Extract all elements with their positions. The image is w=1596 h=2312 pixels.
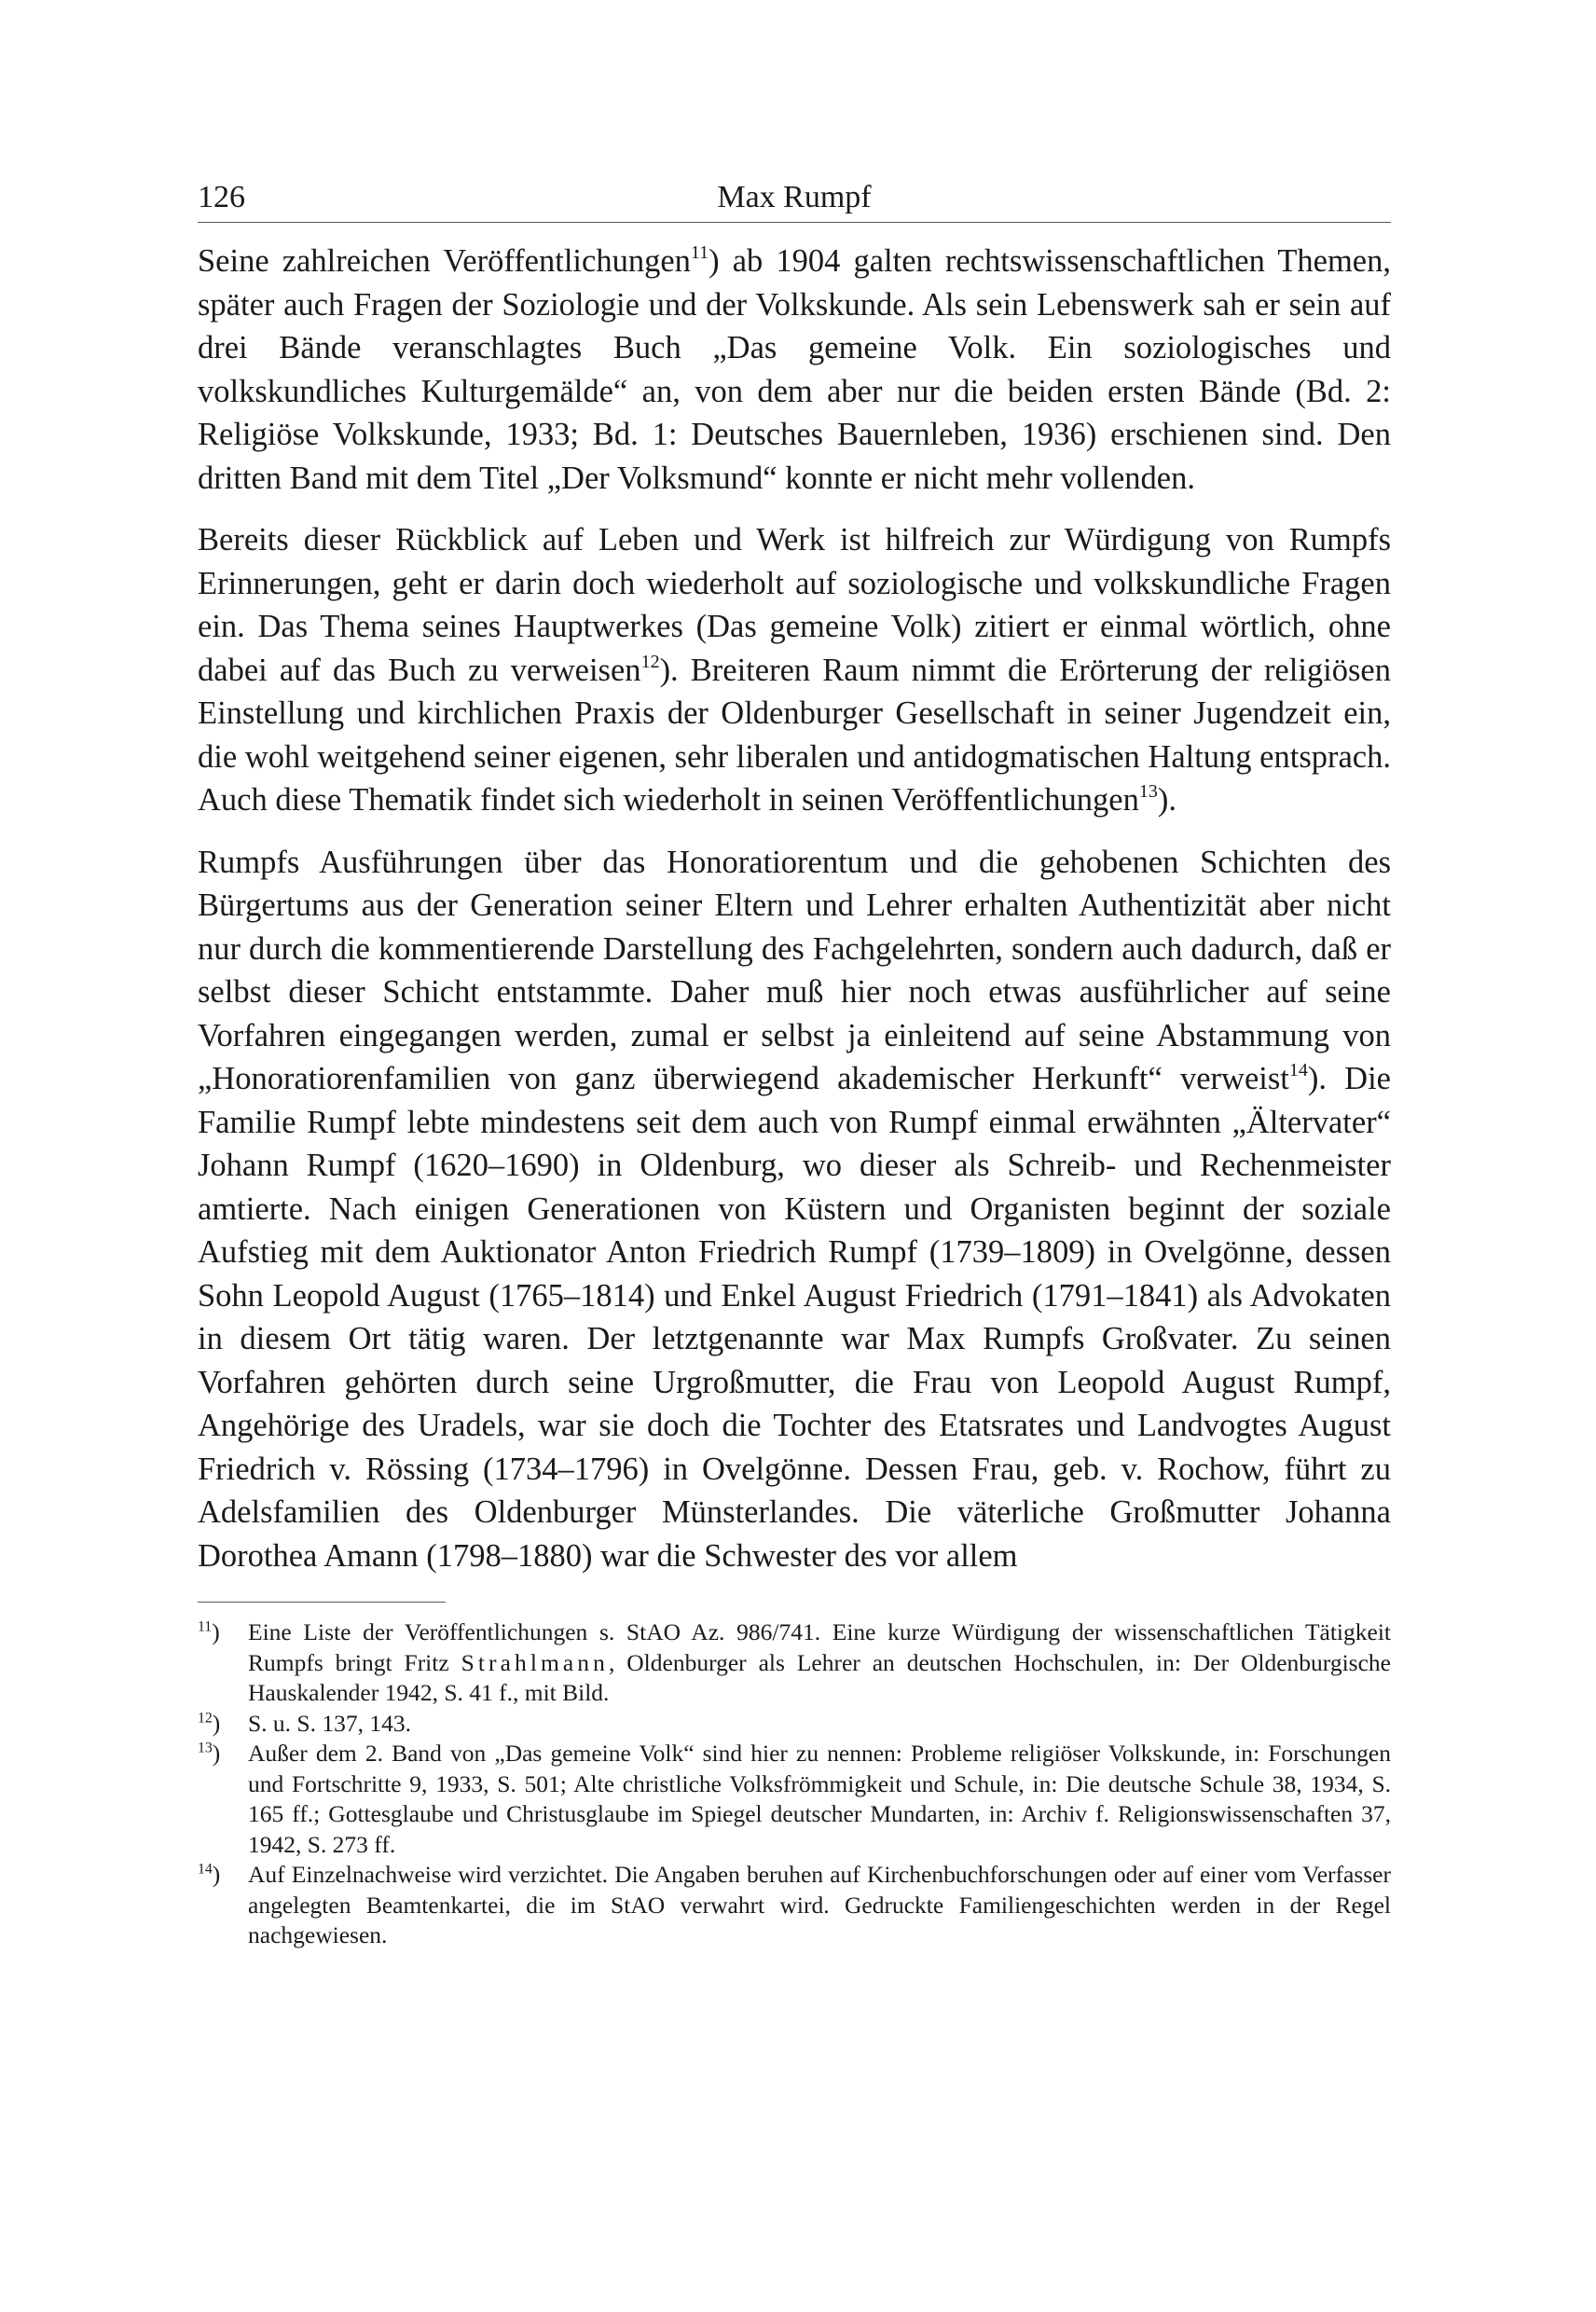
footnote-reference-14[interactable]: 14	[1288, 1060, 1308, 1080]
header-rule	[198, 222, 1391, 223]
footnote-rule	[198, 1602, 446, 1603]
body-text: Rumpfs Ausführungen über das Honoratiorentum und die gehobenen Schichten des Bürgertums aus der Generation seiner Eltern und Lehrer erhalten Authentizität aber nicht nur durch die kommentierende Darstellung des Fachgelehrten, sondern auch dadurch, daß er selbst dieser Schicht entstammte. Daher muß hier noch etwas ausführlicher auf seine Vorfahren eingegangen werden, zumal er selbst ja einleitend auf seine Abstammung von „Honoratiorenfamilien von ganz überwiegend akademischer Herkunft“ verweist	[198, 844, 1391, 1096]
body-text: Bereits dieser Rückblick auf Leben und Werk ist hilfreich zur Würdigung von Rumpfs Erinnerungen, geht er darin doch wiederholt auf soziologische und volkskundliche Fragen ein. Das Thema seines Hauptwerkes (Das gemeine Volk) zitiert er einmal wörtlich, ohne dabei auf das Buch zu verweisen	[198, 522, 1391, 688]
footnote-marker: $^{14}$)	[198, 1861, 221, 1888]
running-title: Max Rumpf	[717, 180, 872, 214]
footnote-text-part: , Oldenburger als Lehrer an deutschen Hochschulen, in: Der Oldenburgische Hauskalender 1942, S. 41 f., mit Bild.	[248, 1648, 1391, 1706]
running-head	[198, 177, 1391, 218]
footnote-marker: $^{12}$)	[198, 1709, 221, 1737]
body-text: ).	[1157, 782, 1176, 818]
body-paragraph-1	[198, 240, 1391, 500]
author-name: Strahlmann	[461, 1648, 609, 1676]
body-text: ) ab 1904 galten rechtswissenschaftlichen Themen, später auch Fragen der Soziologie und der Volkskunde. Als sein Lebenswerk sah er sein auf drei Bände veranschlagtes Buch „Das gemeine Volk. Ein soziologisches und volkskundliches Kulturgemälde“ an, von dem aber nur die beiden ersten Bände (Bd. 2: Religiöse Volkskunde, 1933; Bd. 1: Deutsches Bauernleben, 1936) erschienen sind. Den dritten Band mit dem Titel „Der Volksmund“ konnte er nicht mehr vollenden.	[198, 243, 1391, 496]
footnote-text: Auf Einzelnachweise wird verzichtet. Die Angaben beruhen auf Kirchenbuchforschungen oder auf einer vom Verfasser angelegten Beamtenkartei, die im StAO verwahrt wird. Gedruckte Familiengeschichten werden in der Regel nachgewiesen.	[248, 1861, 1391, 1948]
footnote-reference-13[interactable]: 13	[1138, 781, 1158, 802]
body-text: ). Die Familie Rumpf lebte mindestens seit dem auch von Rumpf einmal erwähnten „Ältervater“ Johann Rumpf (1620–1690) in Oldenburg, wo dieser als Schreib- und Rechenmeister amtierte. Nach einigen Generationen von Küstern und Organisten beginnt der soziale Aufstieg mit dem Auktionator Anton Friedrich Rumpf (1739–1809) in Ovelgönne, dessen Sohn Leopold August (1765–1814) und Enkel August Friedrich (1791–1841) als Advokaten in diesem Ort tätig waren. Der letztgenannte war Max Rumpfs Großvater. Zu seinen Vorfahren gehörten durch seine Urgroßmutter, die Frau von Leopold August Rumpf, Angehörige des Uradels, war sie doch die Tochter des Etatsrates und Landvogtes August Friedrich v. Rössing (1734–1796) in Ovelgönne. Dessen Frau, geb. v. Rochow, führt zu Adelsfamilien des Oldenburger Münsterlandes. Die väterliche Großmutter Johanna Dorothea Amann (1798–1880) war die Schwester des vor allem	[198, 1061, 1391, 1574]
body-paragraph-2	[198, 518, 1391, 822]
page-number: 126	[198, 180, 245, 214]
body-text: Seine zahlreichen Veröffentlichungen	[198, 243, 691, 279]
footnote-text: Außer dem 2. Band von „Das gemeine Volk“ sind hier zu nennen: Probleme religiöser Volkskunde, in: Forschungen und Fortschritte 9, 1933, S. 501; Alte christliche Volksfrömmigkeit und Schule, in: Die deutsche Schule 38, 1934, S. 165 ff.; Gottesglaube und Christusglaube im Spiegel deutscher Mundarten, in: Archiv f. Religionswissenschaften 37, 1942, S. 273 ff.	[248, 1740, 1391, 1858]
footnote-13	[198, 1739, 1391, 1860]
main-text	[198, 240, 1391, 1577]
footnote-12	[198, 1709, 1391, 1740]
footnote-number: 13	[198, 1740, 213, 1756]
footnote-number: 11	[198, 1618, 213, 1635]
body-paragraph-3	[198, 841, 1391, 1578]
book-page	[198, 177, 1391, 2265]
footnote-number: 14	[198, 1861, 213, 1878]
footnote-14	[198, 1860, 1391, 1951]
footnotes	[198, 1617, 1391, 1951]
footnote-text	[248, 1617, 1391, 1709]
footnote-marker: $^{11}$)	[198, 1618, 220, 1645]
footnote-number: 12	[198, 1710, 213, 1727]
footnote-text: S. u. S. 137, 143.	[248, 1709, 411, 1737]
footnote-reference-11[interactable]: 11	[690, 242, 709, 263]
footnote-reference-12[interactable]: 12	[640, 651, 660, 672]
body-text: ). Breiteren Raum nimmt die Erörterung der religiösen Einstellung und kirchlichen Praxis der Oldenburger Gesellschaft in seiner Jugendzeit ein, die wohl weitgehend seiner eigenen, sehr liberalen und antidogmatischen Haltung entsprach. Auch diese Thematik findet sich wiederholt in seinen Veröffentlichungen	[198, 652, 1391, 818]
footnote-text-part: Eine Liste der Veröffentlichungen s. StAO Az. 986/741. Eine kurze Würdigung der wissenschaftlichen Tätigkeit Rumpfs bringt Fritz	[248, 1618, 1391, 1676]
footnote-11	[198, 1617, 1391, 1709]
footnote-marker: $^{13}$)	[198, 1740, 221, 1767]
